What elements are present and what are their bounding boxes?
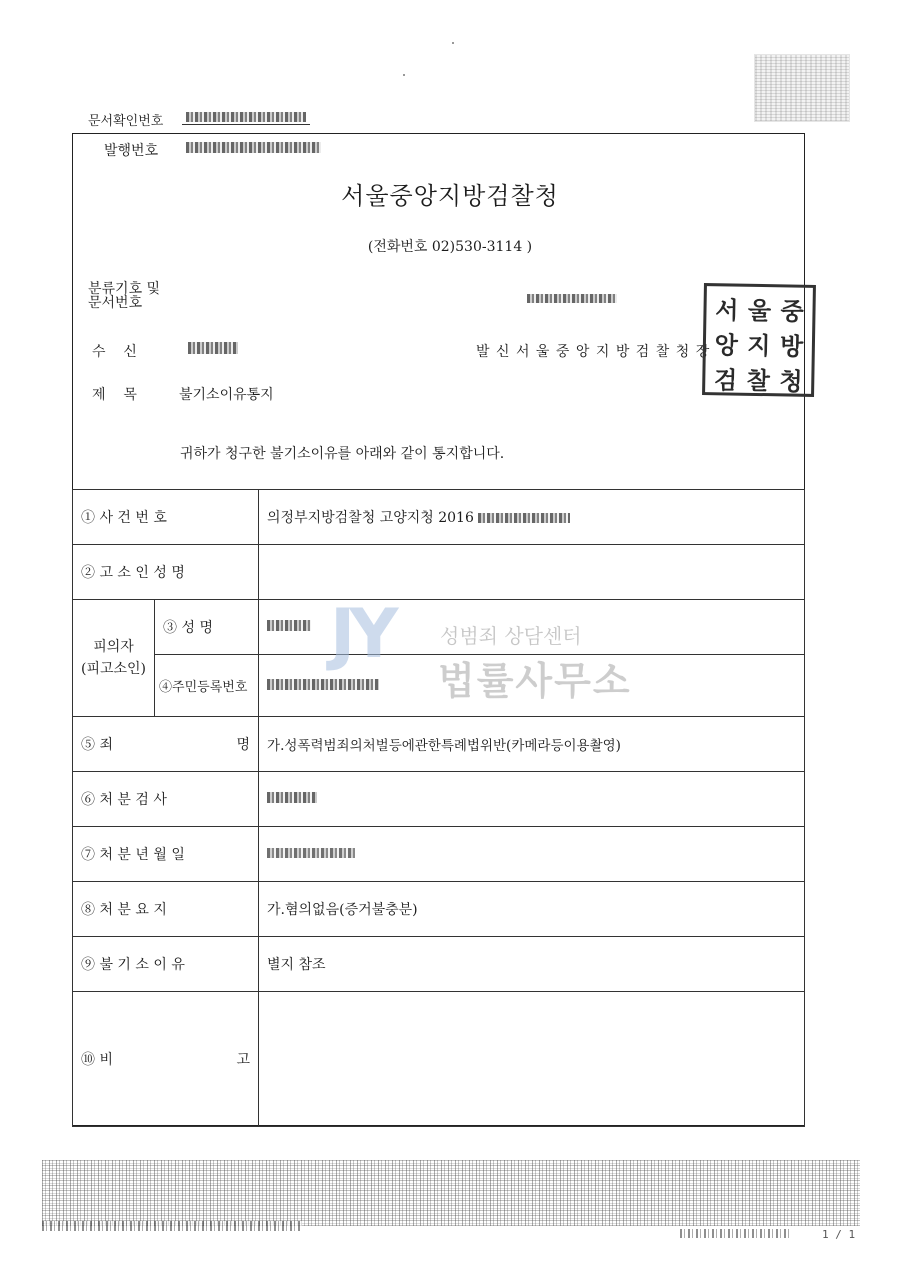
gist-value: 가.혐의없음(증거불충분) <box>259 882 805 937</box>
name-label: ③ 성 명 <box>155 600 259 655</box>
table-row <box>73 937 805 992</box>
remark-label-cell <box>73 992 259 1127</box>
case-no-redacted <box>478 513 570 523</box>
seal-char: 앙 <box>714 331 739 360</box>
corner-security-stamp <box>754 54 850 122</box>
issue-label: 발행번호 <box>104 143 159 159</box>
agency-title: 서울중앙지방검찰청 <box>341 182 559 210</box>
remark-value <box>259 992 805 1127</box>
table-row <box>73 600 805 655</box>
remark-label: ⑩ 비 <box>81 1052 113 1068</box>
page-number: 1 / 1 <box>822 1228 856 1241</box>
seal-char: 울 <box>747 296 772 326</box>
sender-line: 발 신 서 울 중 앙 지 방 검 찰 청 장 <box>476 344 711 360</box>
charge-label: ⑤ 죄 <box>81 737 113 753</box>
table-row <box>73 992 805 1127</box>
official-seal <box>702 283 816 397</box>
date-value-redacted <box>267 848 355 858</box>
table-row <box>73 717 805 772</box>
charge-label-end: 명 <box>236 737 251 753</box>
underline <box>182 124 310 125</box>
subject-label: 제 목 <box>92 387 137 403</box>
recipient-redacted <box>188 342 238 354</box>
case-no-text: 의정부지방검찰청 고양지청 2016 <box>267 510 474 526</box>
date-label: ⑦ 처 분 년 월 일 <box>73 827 259 882</box>
seal-char: 방 <box>779 332 804 361</box>
watermark-title: 법률사무소 <box>438 659 632 703</box>
complainant-label: ② 고 소 인 성 명 <box>73 545 259 600</box>
case-no-value <box>259 490 805 545</box>
notice-table <box>72 489 805 1127</box>
name-redacted <box>267 620 311 631</box>
table-row <box>73 827 805 882</box>
charge-value: 가.성폭력범죄의처벌등에관한특례법위반(카메라등이용촬영) <box>259 717 805 772</box>
phone-line: (전화번호 02)530-3114 ) <box>367 239 533 255</box>
scan-speck <box>452 42 454 44</box>
seal-char: 청 <box>779 367 803 396</box>
intro-text: 귀하가 청구한 불기소이유를 아래와 같이 통지합니다. <box>180 446 505 462</box>
gist-label: ⑧ 처 분 요 지 <box>73 882 259 937</box>
table-row <box>73 882 805 937</box>
class-label: 분류기호 및 문서번호 <box>88 281 161 311</box>
recipient-label: 수 신 <box>92 344 137 360</box>
watermark-subtitle: 성범죄 상담센터 <box>440 624 582 648</box>
date-value <box>259 827 805 882</box>
reason-label: ⑨ 불 기 소 이 유 <box>73 937 259 992</box>
seal-char: 찰 <box>746 366 771 396</box>
seal-char: 서 <box>715 296 739 325</box>
complainant-value <box>259 545 805 600</box>
prosecutor-value <box>259 772 805 827</box>
scan-speck <box>403 74 405 76</box>
issue-number-redacted <box>186 142 321 153</box>
seal-char: 지 <box>747 331 771 361</box>
seal-char: 중 <box>780 297 804 326</box>
footer-code-strip <box>680 1229 790 1238</box>
prosecutor-label: ⑥ 처 분 검 사 <box>73 772 259 827</box>
reason-value: 별지 참조 <box>259 937 805 992</box>
doc-confirm-number-redacted <box>186 112 306 122</box>
footer-barcode <box>42 1160 860 1226</box>
subject-value: 불기소이유통지 <box>179 387 274 403</box>
doc-confirm-label: 문서확인번호 <box>88 114 164 129</box>
watermark-logo: JY <box>330 595 393 674</box>
table-row <box>73 545 805 600</box>
table-row <box>73 490 805 545</box>
id-label: ④주민등록번호 <box>155 655 259 717</box>
prosecutor-redacted <box>267 792 317 803</box>
charge-label-cell <box>73 717 259 772</box>
remark-label-end: 고 <box>236 1052 251 1068</box>
date-redacted <box>527 294 617 303</box>
seal-char: 검 <box>713 366 738 395</box>
case-no-label: ① 사 건 번 호 <box>73 490 259 545</box>
suspect-label: 피의자 (피고소인) <box>73 600 155 717</box>
table-row <box>73 772 805 827</box>
footer-code-strip <box>42 1221 302 1231</box>
